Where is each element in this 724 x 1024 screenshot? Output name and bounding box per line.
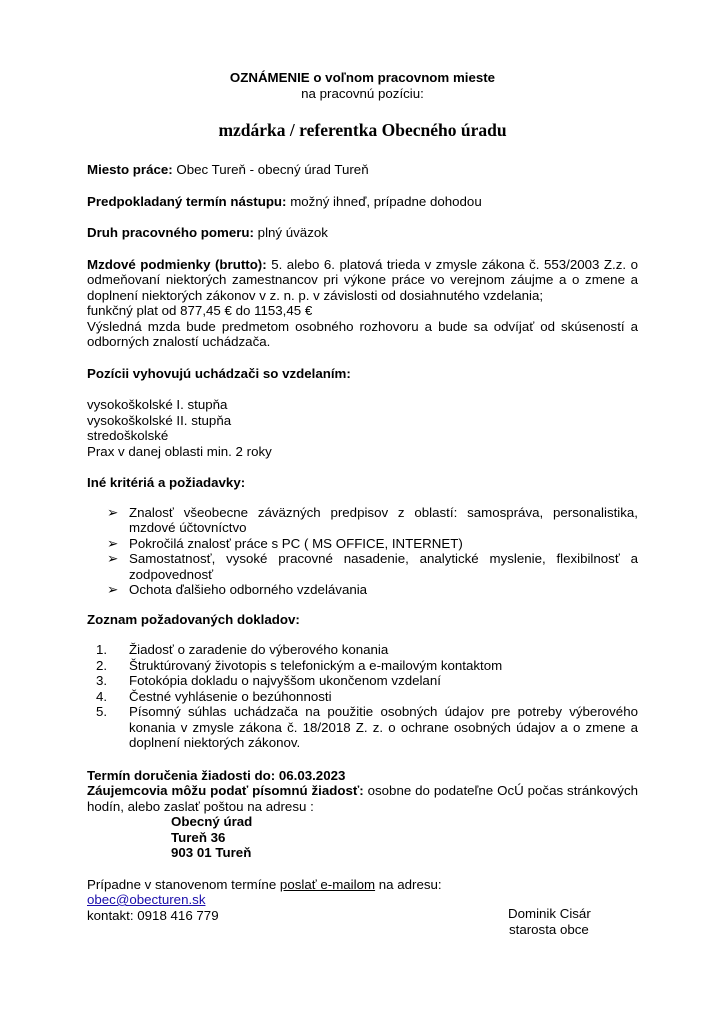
education-heading: Pozícii vyhovujú uchádzači so vzdelaním: — [87, 365, 351, 381]
education-item: vysokoškolské I. stupňa — [87, 397, 228, 412]
email-send-text: poslať e-mailom — [279, 876, 376, 892]
employment-value: plný úväzok — [257, 225, 328, 240]
education-item: stredoškolské — [87, 428, 169, 443]
arrow-bullet-icon: ➢ — [107, 551, 119, 566]
salary-range: funkčný plat od 877,45 € do 1153,45 € — [87, 303, 313, 318]
document-subheading: na pracovnú pozíciu: — [301, 85, 424, 101]
signature-name: Dominik Cisár — [508, 906, 591, 921]
list-item: ➢ Ochota ďalšieho odborného vzdelávania — [107, 582, 368, 597]
list-item: 5. Písomný súhlas uchádzača na použitie osobných údajov pre potreby výberového konania v zmysle zákona č. 18/2018 Z. z. o ochrane osobných údajov a o zmene a doplnení niektorých zákonov. — [96, 704, 638, 750]
position-title: mzdárka / referentka Obecného úradu — [218, 120, 507, 140]
signature-block — [508, 906, 591, 937]
address-line: 903 01 Tureň — [171, 845, 252, 860]
list-item: ➢ Samostatnosť, vysoké pracovné nasadenie, analytické myslenie, flexibilnosť a zodpovednosť — [107, 551, 638, 582]
office-address — [87, 814, 638, 861]
list-item: ➢ Pokročilá znalosť práce s PC ( MS OFFICE, INTERNET) — [107, 535, 463, 551]
list-item: 3. Fotokópia dokladu o najvyššom ukončenom vzdelaní — [96, 673, 441, 688]
documents-heading: Zoznam požadovaných dokladov: — [87, 611, 300, 627]
arrow-bullet-icon: ➢ — [107, 535, 119, 551]
document-heading: OZNÁMENIE o voľnom pracovnom mieste — [229, 70, 496, 85]
email-instructions: Prípadne v stanovenom termíne poslať e-mailom na adresu: — [87, 876, 442, 892]
list-item: 1. Žiadosť o zaradenie do výberového konania — [96, 642, 389, 657]
salary-label: Mzdové podmienky (brutto): — [87, 256, 267, 272]
employment-type — [87, 225, 638, 241]
list-item: 4. Čestné vyhlásenie o bezúhonnosti — [96, 688, 332, 704]
submission-text: osobne do podateľne OcÚ počas stránkových hodín, alebo zaslať poštou na adresu : — [87, 783, 638, 814]
salary-conditions — [87, 257, 638, 304]
list-item: 2. Štruktúrovaný životopis s telefonickým a e-mailovým kontaktom — [96, 657, 503, 673]
education-item: vysokoškolské II. stupňa — [87, 412, 232, 428]
document-page — [87, 70, 638, 923]
criteria-list — [87, 505, 638, 598]
address-line: Obecný úrad — [171, 814, 253, 829]
education-list — [87, 397, 638, 459]
start-label: Predpokladaný termín nástupu: — [87, 193, 287, 209]
place-value: Obec Tureň - obecný úrad Tureň — [176, 162, 369, 177]
arrow-bullet-icon: ➢ — [107, 504, 119, 520]
education-item: Prax v danej oblasti min. 2 roky — [87, 443, 272, 459]
employment-label: Druh pracovného pomeru: — [87, 225, 254, 240]
deadline: Termín doručenia žiadosti do: 06.03.2023 — [87, 767, 346, 783]
salary-note: Výsledná mzda bude predmetom osobného rozhovoru a bude sa odvíjať od skúseností a odborných znalostí uchádzača. — [87, 318, 638, 349]
salary-text: 5. alebo 6. platová trieda v zmysle zákona č. 553/2003 Z.z. o odmeňovaní niektorých zamestnancov pri výkone práce vo verejnom záujme a o zmene a doplnení niektorých zákonov v z. n. p. v závislosti od dosiahnutého vzdelania; — [87, 256, 638, 303]
email-link[interactable]: obec@obecturen.sk — [87, 892, 206, 907]
place-of-work — [87, 162, 638, 178]
place-label: Miesto práce: — [87, 162, 173, 177]
start-date — [87, 194, 638, 210]
criteria-heading: Iné kritériá a požiadavky: — [87, 475, 246, 490]
submission-info — [87, 783, 638, 814]
list-item: ➢ Znalosť všeobecne záväzných predpisov z oblastí: samospráva, personalistika, mzdové účtovníctvo — [107, 504, 638, 535]
contact-phone: kontakt: 0918 416 779 — [87, 907, 219, 923]
address-line: Tureň 36 — [171, 829, 226, 845]
signature-role: starosta obce — [509, 921, 589, 937]
submission-label: Záujemcovia môžu podať písomnú žiadosť: — [87, 783, 364, 798]
start-value: možný ihneď, prípadne dohodou — [290, 193, 482, 209]
documents-list — [87, 642, 638, 751]
arrow-bullet-icon: ➢ — [107, 582, 119, 597]
